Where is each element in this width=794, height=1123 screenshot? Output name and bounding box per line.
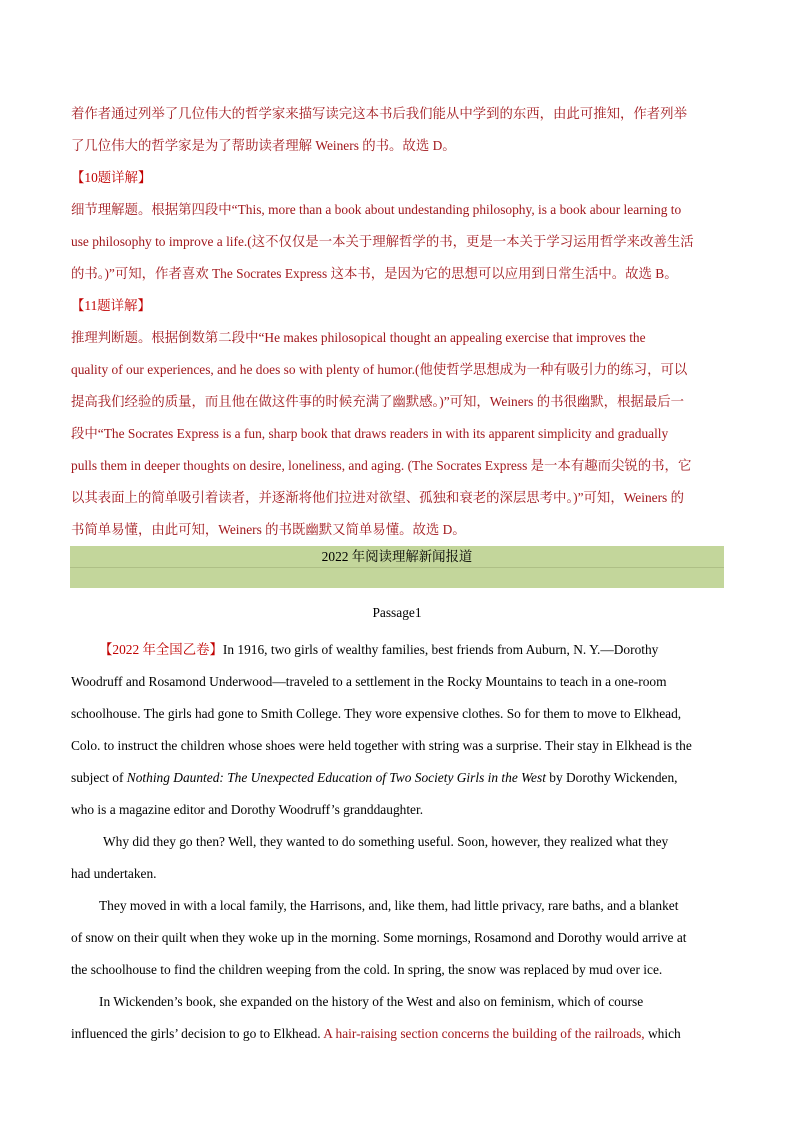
- passage-paragraph-line: Why did they go then? Well, they wanted to do something useful. Soon, however, they realized what they: [103, 834, 669, 849]
- passage-paragraph-line: subject of Nothing Daunted: The Unexpected Education of Two Society Girls in the West by Dorothy Wickenden,: [71, 770, 678, 785]
- passage-paragraph-line: who is a magazine editor and Dorothy Woodruff’s granddaughter.: [71, 802, 424, 817]
- document-page: [71, 98, 723, 1050]
- q10-explanation-line: 细节理解题。根据第四段中“This, more than a book about undestanding philosophy, is a book abour learning to: [71, 202, 682, 217]
- q11-explanation-line: 提高我们经验的质量，而且他在做这件事的时候充满了幽默感。)”可知，Weiners 的书很幽默，根据最后一: [71, 394, 684, 409]
- q11-explanation-line: pulls them in deeper thoughts on desire, loneliness, and aging. (The Socrates Express 是一本有趣而尖锐的书，它: [71, 458, 692, 473]
- passage-paragraph-line: 【2022 年全国乙卷】In 1916, two girls of wealthy families, best friends from Auburn, N. Y.—Dorothy: [99, 642, 659, 657]
- q9-explanation-line: 了几位伟大的哲学家是为了帮助读者理解 Weiners 的书。故选 D。: [71, 138, 456, 153]
- passage-paragraph-line: had undertaken.: [71, 866, 157, 881]
- book-title: Nothing Daunted: The Unexpected Education of Two Society Girls in the West: [126, 770, 546, 785]
- section-banner: [70, 546, 724, 588]
- q11-explanation-line: 以其表面上的简单吸引着读者，并逐渐将他们拉进对欲望、孤独和衰老的深层思考中。)”可知，Weiners 的: [71, 490, 684, 505]
- q10-explanation-line: 的书。)”可知，作者喜欢 The Socrates Express 这本书，是因为它的思想可以应用到日常生活中。故选 B。: [71, 266, 678, 281]
- q9-explanation-line: 着作者通过列举了几位伟大的哲学家来描写读完这本书后我们能从中学到的东西，由此可推知，作者列举: [71, 106, 687, 121]
- section-banner-blank-row: [70, 567, 724, 588]
- passage-paragraph-line: of snow on their quilt when they woke up in the morning. Some mornings, Rosamond and Dorothy would arrive at: [71, 930, 687, 945]
- passage-paragraph-line: Woodruff and Rosamond Underwood—traveled to a settlement in the Rocky Mountains to teach in a one-room: [71, 674, 667, 689]
- q11-explanation-line: quality of our experiences, and he does so with plenty of humor.(他使哲学思想成为一种有吸引力的练习，可以: [71, 362, 688, 377]
- passage-title: Passage1: [372, 605, 422, 620]
- section-banner-title: 2022 年阅读理解新闻报道: [321, 549, 473, 564]
- passage-paragraph-line: the schoolhouse to find the children weeping from the cold. In spring, the snow was replaced by mud over ice.: [71, 962, 663, 977]
- q11-header: 【11题详解】: [71, 298, 151, 313]
- q10-header: 【10题详解】: [71, 170, 152, 185]
- q11-explanation-line: 段中“The Socrates Express is a fun, sharp book that draws readers in with its apparent simplicity and gradually: [71, 426, 669, 441]
- q11-explanation-line: 书简单易懂，由此可知，Weiners 的书既幽默又简单易懂。故选 D。: [71, 522, 466, 537]
- passage-paragraph-line: Colo. to instruct the children whose shoes were held together with string was a surprise. Their stay in Elkhead is the: [71, 738, 692, 753]
- passage-paragraph-line: schoolhouse. The girls had gone to Smith College. They wore expensive clothes. So for them to move to Elkhead,: [71, 706, 682, 721]
- source-tag: 【2022 年全国乙卷】: [99, 642, 223, 657]
- q10-explanation-line: use philosophy to improve a life.(这不仅仅是一本关于理解哲学的书，更是一本关于学习运用哲学来改善生活: [71, 234, 694, 249]
- highlighted-sentence: A hair-raising section concerns the building of the railroads,: [323, 1026, 645, 1041]
- passage-paragraph-line: They moved in with a local family, the Harrisons, and, like them, had little privacy, rare baths, and a blanket: [99, 898, 679, 913]
- passage-paragraph-line: influenced the girls’ decision to go to Elkhead. A hair-raising section concerns the building of the railroads, which: [71, 1026, 681, 1041]
- q11-explanation-line: 推理判断题。根据倒数第二段中“He makes philosopical thought an appealing exercise that improves the: [71, 330, 646, 345]
- passage-paragraph-line: In Wickenden’s book, she expanded on the history of the West and also on feminism, which of course: [99, 994, 644, 1009]
